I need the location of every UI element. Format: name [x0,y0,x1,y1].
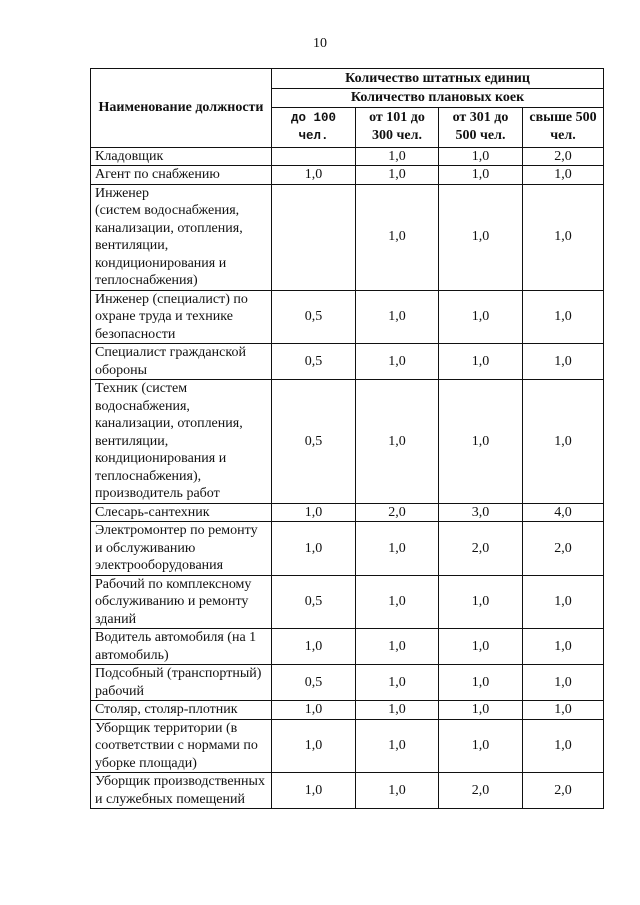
staff-count-cell: 1,0 [523,166,604,185]
staff-count-cell: 2,0 [523,147,604,166]
staff-count-cell: 1,0 [356,773,439,809]
position-name-cell: Инженер (специалист) по охране труда и технике безопасности [91,290,272,344]
staff-count-cell: 1,0 [523,665,604,701]
staff-count-cell: 1,0 [356,575,439,629]
table-row [91,147,604,166]
staff-count-cell: 1,0 [356,147,439,166]
subgroup-header-beds: Количество плановых коек [272,89,604,108]
col-header-over-500: свыше 500 чел. [523,107,604,147]
staffing-table [90,68,604,809]
staff-count-cell: 1,0 [272,629,356,665]
staff-count-cell: 1,0 [439,665,523,701]
position-name-cell: Водитель автомобиля (на 1 автомобиль) [91,629,272,665]
staff-count-cell: 1,0 [272,773,356,809]
staff-count-cell: 1,0 [523,344,604,380]
staff-count-cell: 1,0 [523,290,604,344]
table-row [91,290,604,344]
col-header-up-to-100: до 100 чел. [272,107,356,147]
staff-count-cell: 2,0 [356,503,439,522]
staff-count-cell: 1,0 [272,522,356,576]
table-row [91,665,604,701]
staff-count-cell: 2,0 [439,773,523,809]
staff-count-cell: 1,0 [272,503,356,522]
staff-count-cell: 1,0 [356,344,439,380]
table-row [91,380,604,504]
position-name-cell: Столяр, столяр-плотник [91,701,272,720]
staff-count-cell: 1,0 [439,719,523,773]
staff-count-cell: 1,0 [272,166,356,185]
table-row [91,773,604,809]
group-header-staff-units: Количество штатных единиц [272,69,604,89]
position-name-cell: Инженер (систем водоснабжения, канализации, отопления, вентиляции, кондиционирования и теплоснабжения) [91,184,272,290]
staff-count-cell: 1,0 [523,719,604,773]
staff-count-cell: 1,0 [356,166,439,185]
staff-count-cell: 1,0 [356,665,439,701]
staff-count-cell: 1,0 [356,380,439,504]
staff-count-cell: 1,0 [439,701,523,720]
staff-count-cell: 1,0 [523,629,604,665]
staff-count-cell: 1,0 [439,629,523,665]
position-name-cell: Рабочий по комплексному обслуживанию и ремонту зданий [91,575,272,629]
position-name-cell: Кладовщик [91,147,272,166]
position-name-cell: Уборщик территории (в соответствии с нормами по уборке площади) [91,719,272,773]
table-row [91,184,604,290]
staff-count-cell: 1,0 [356,701,439,720]
staff-count-cell: 4,0 [523,503,604,522]
staff-count-cell: 1,0 [272,701,356,720]
staff-count-cell: 1,0 [356,629,439,665]
staff-count-cell: 1,0 [272,719,356,773]
staff-count-cell: 0,5 [272,344,356,380]
col-header-301-500: от 301 до 500 чел. [439,107,523,147]
col-header-position: Наименование должности [91,69,272,148]
table-row [91,503,604,522]
staff-count-cell: 1,0 [356,522,439,576]
staff-count-cell: 1,0 [523,701,604,720]
staff-count-cell: 1,0 [439,184,523,290]
table-row [91,575,604,629]
staff-count-cell: 1,0 [439,166,523,185]
staff-count-cell: 1,0 [439,147,523,166]
staff-count-cell: 2,0 [523,522,604,576]
staff-count-cell: 1,0 [523,184,604,290]
staff-count-cell: 0,5 [272,290,356,344]
staff-count-cell: 1,0 [523,575,604,629]
staff-count-cell: 1,0 [439,575,523,629]
col-header-101-300: от 101 до 300 чел. [356,107,439,147]
staff-count-cell: 0,5 [272,665,356,701]
table-row [91,166,604,185]
staff-count-cell: 1,0 [523,380,604,504]
staff-count-cell: 2,0 [439,522,523,576]
position-name-cell: Электромонтер по ремонту и обслуживанию электрооборудования [91,522,272,576]
page-number: 10 [313,36,327,51]
staff-count-cell: 0,5 [272,575,356,629]
table-row [91,522,604,576]
staff-count-cell [272,147,356,166]
staff-count-cell: 1,0 [439,344,523,380]
table-row [91,719,604,773]
staff-count-cell: 0,5 [272,380,356,504]
position-name-cell: Специалист гражданской обороны [91,344,272,380]
staff-count-cell: 1,0 [356,290,439,344]
table-row [91,701,604,720]
staff-count-cell: 1,0 [439,290,523,344]
staff-count-cell: 1,0 [439,380,523,504]
table-row [91,344,604,380]
staff-count-cell: 1,0 [356,184,439,290]
position-name-cell: Уборщик производственных и служебных помещений [91,773,272,809]
staff-count-cell: 1,0 [356,719,439,773]
position-name-cell: Агент по снабжению [91,166,272,185]
position-name-cell: Подсобный (транспортный) рабочий [91,665,272,701]
table-row [91,629,604,665]
position-name-cell: Техник (систем водоснабжения, канализации, отопления, вентиляции, кондиционирования и теплоснабжения), производитель работ [91,380,272,504]
staff-count-cell: 2,0 [523,773,604,809]
position-name-cell: Слесарь-сантехник [91,503,272,522]
staff-count-cell: 3,0 [439,503,523,522]
staff-count-cell [272,184,356,290]
